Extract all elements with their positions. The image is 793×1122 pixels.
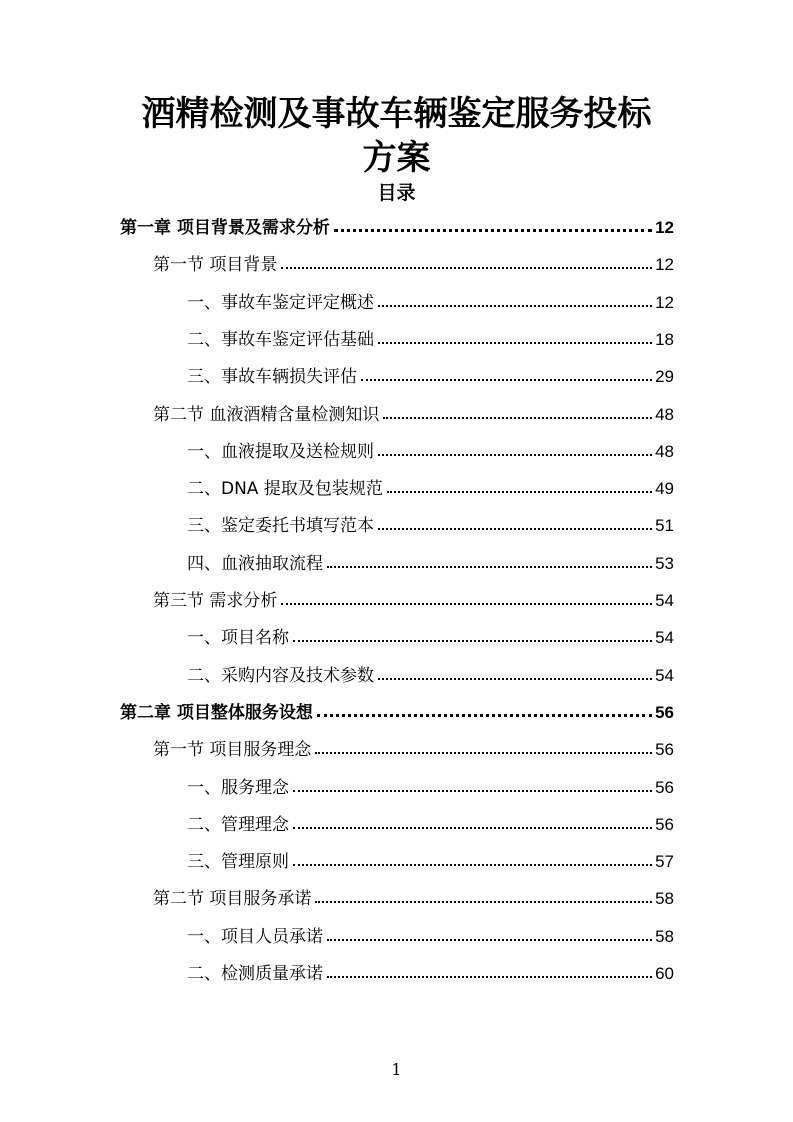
toc-dot-leader	[334, 229, 652, 232]
toc-item-entry[interactable]	[187, 324, 674, 350]
toc-entry-page: 54	[655, 665, 674, 685]
toc-dot-leader	[378, 678, 652, 680]
toc-entry-page: 57	[655, 852, 674, 872]
toc-dot-leader	[378, 454, 652, 456]
document-title	[0, 92, 793, 180]
toc-entry-page: 60	[655, 964, 674, 983]
toc-dot-leader	[315, 752, 652, 754]
toc-dot-leader	[361, 379, 652, 381]
toc-entry-page: 49	[655, 479, 674, 499]
toc-entry-label: 一、项目人员承诺	[187, 926, 323, 947]
toc-dot-leader	[327, 976, 652, 978]
toc-entry-label: 三、管理原则	[187, 852, 289, 873]
toc-entry-page: 56	[655, 702, 674, 722]
toc-entry-page: 56	[655, 740, 674, 760]
toc-dot-leader	[387, 491, 652, 493]
title-line-1: 酒精检测及事故车辆鉴定服务投标	[141, 94, 652, 134]
toc-entry-label: 一、项目名称	[187, 628, 289, 649]
toc-section-entry[interactable]	[153, 585, 674, 611]
toc-dot-leader	[378, 305, 652, 307]
toc-entry-label: 第三节 需求分析	[153, 591, 278, 611]
toc-section-entry[interactable]	[153, 249, 674, 275]
toc-chapter-entry[interactable]	[120, 697, 674, 723]
toc-entry-label: 一、服务理念	[187, 777, 289, 798]
toc-entry-label: 第二节 血液酒精含量检测知识	[153, 404, 380, 425]
toc-entry-page: 56	[655, 777, 674, 797]
toc-dot-leader	[317, 714, 652, 717]
toc-dot-leader	[293, 640, 652, 642]
toc-dot-leader	[315, 901, 652, 903]
toc-dot-leader	[378, 342, 652, 344]
toc-entry-label: 二、检测质量承诺	[187, 964, 323, 984]
toc-entry-page: 48	[655, 441, 674, 461]
toc-dot-leader	[293, 790, 652, 792]
toc-entry-label: 第二节 项目服务承诺	[153, 889, 312, 910]
title-line-2: 方案	[362, 138, 431, 178]
toc-dot-leader	[327, 566, 652, 568]
toc-item-entry[interactable]	[187, 846, 674, 872]
toc-entry-label: 第二章 项目整体服务设想	[120, 702, 313, 723]
toc-item-entry[interactable]	[187, 548, 674, 574]
toc-section-entry[interactable]	[153, 399, 674, 425]
toc-entry-label: 一、血液提取及送检规则	[187, 441, 374, 462]
toc-entry-page: 53	[655, 553, 674, 573]
toc-entry-page: 12	[655, 255, 674, 275]
toc-entry-label: 第一节 项目背景	[153, 255, 278, 276]
toc-section-entry[interactable]	[153, 883, 674, 909]
toc-item-entry[interactable]	[187, 622, 674, 648]
toc-dot-leader	[383, 417, 652, 419]
toc-item-entry[interactable]	[187, 287, 674, 313]
toc-item-entry[interactable]	[187, 436, 674, 462]
toc-entry-label: 二、管理理念	[187, 814, 289, 835]
toc-dot-leader	[293, 827, 652, 829]
toc-item-entry[interactable]	[187, 958, 674, 984]
toc-entry-label: 第一节 项目服务理念	[153, 740, 312, 761]
toc-entry-page: 48	[655, 404, 674, 424]
toc-entry-page: 58	[655, 926, 674, 946]
toc-dot-leader	[293, 864, 652, 866]
toc-item-entry[interactable]	[187, 772, 674, 798]
toc-entry-page: 29	[655, 367, 674, 387]
toc-item-entry[interactable]	[187, 510, 674, 536]
toc-dot-leader	[378, 528, 652, 530]
toc-entry-label: 三、事故车辆损失评估	[187, 367, 357, 388]
toc-dot-leader	[327, 939, 652, 941]
toc-entry-page: 51	[655, 516, 674, 536]
toc-entry-label: 二、采购内容及技术参数	[187, 665, 374, 686]
toc-entry-page: 12	[655, 292, 674, 312]
toc-entry-page: 56	[655, 814, 674, 834]
toc-entry-label: 三、鉴定委托书填写范本	[187, 516, 374, 537]
toc-entry-label: 一、事故车鉴定评定概述	[187, 292, 374, 313]
toc-dot-leader	[281, 267, 652, 269]
toc-section-entry[interactable]	[153, 734, 674, 760]
toc-heading: 目录	[377, 182, 416, 204]
toc-entry-label: 二、DNA 提取及包装规范	[187, 479, 383, 500]
toc-entry-page: 12	[655, 218, 674, 237]
toc-dot-leader	[281, 603, 652, 605]
toc-item-entry[interactable]	[187, 361, 674, 387]
toc-entry-label: 第一章 项目背景及需求分析	[120, 218, 330, 238]
toc-item-entry[interactable]	[187, 809, 674, 835]
page-number: 1	[391, 1060, 402, 1079]
toc-item-entry[interactable]	[187, 921, 674, 947]
toc-chapter-entry[interactable]	[120, 212, 674, 238]
toc-entry-label: 二、事故车鉴定评估基础	[187, 329, 374, 350]
toc-entry-page: 58	[655, 889, 674, 909]
toc-item-entry[interactable]	[187, 473, 674, 499]
toc-item-entry[interactable]	[187, 660, 674, 686]
toc-entry-label: 四、血液抽取流程	[187, 553, 323, 574]
toc-entry-page: 18	[655, 329, 674, 349]
toc-entry-page: 54	[655, 628, 674, 648]
toc-entry-page: 54	[655, 591, 674, 610]
